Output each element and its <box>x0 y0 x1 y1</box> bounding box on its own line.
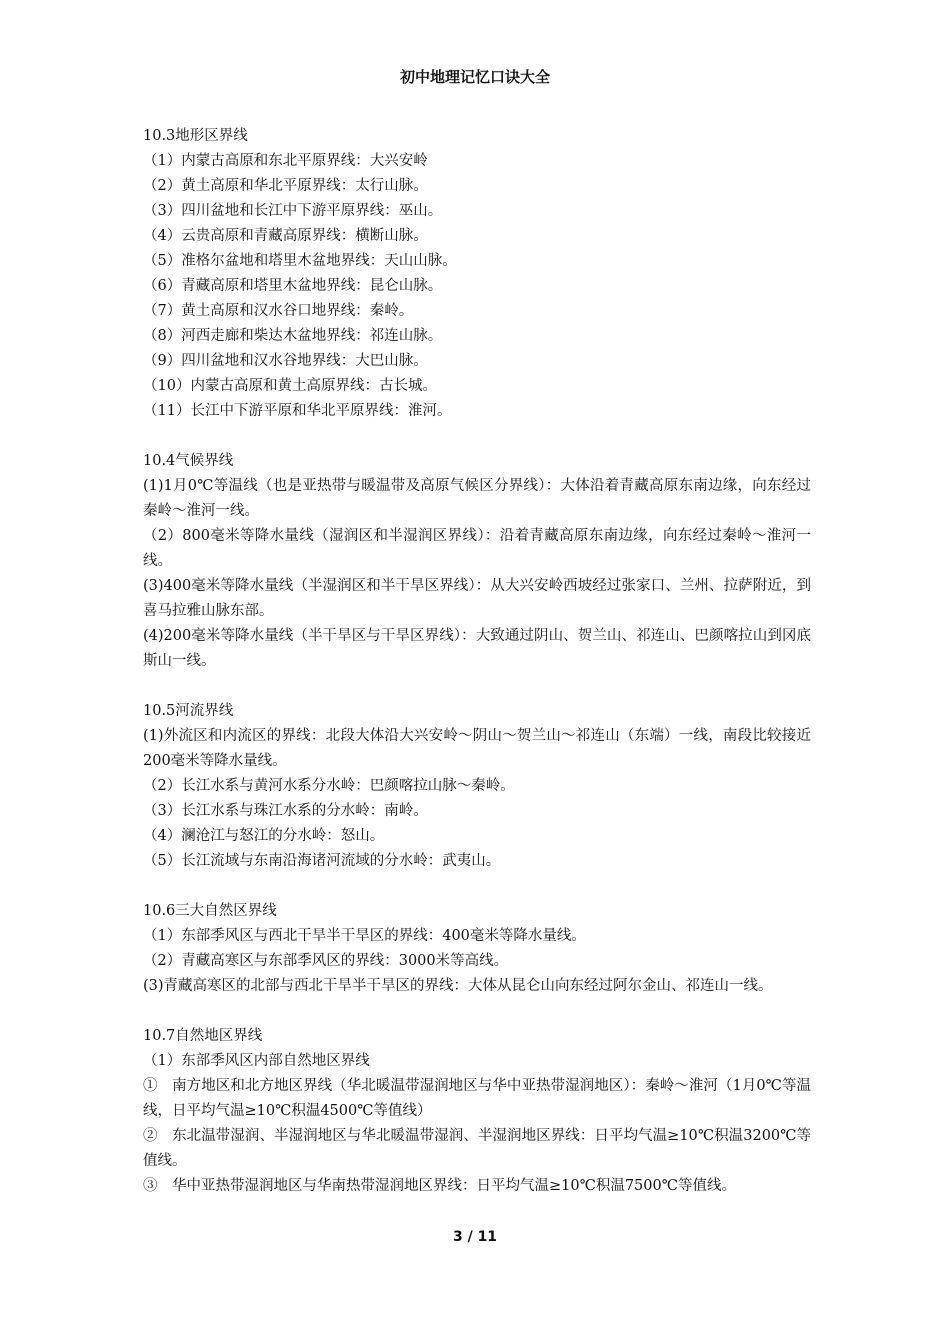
list-item: （1）东部季风区内部自然地区界线 <box>143 1053 370 1069</box>
list-item: (1)外流区和内流区的界线：北段大体沿大兴安岭～阴山～贺兰山～祁连山（东端）一线，南段比较接近200毫米等降水量线。 <box>143 728 811 769</box>
document-body <box>143 124 811 1224</box>
list-item: （4）澜沧江与怒江的分水岭：怒山。 <box>143 828 385 844</box>
list-item: (3)400毫米等降水量线（半湿润区和半干旱区界线）：从大兴安岭西坡经过张家口、兰州、拉萨附近，到喜马拉雅山脉东部。 <box>143 578 811 619</box>
list-item: （3）长江水系与珠江水系的分水岭：南岭。 <box>143 803 428 819</box>
list-item: ② 东北温带湿润、半湿润地区与华北暖温带湿润、半湿润地区界线：日平均气温≥10℃积温3200℃等值线。 <box>143 1128 811 1169</box>
list-item: （2）青藏高寒区与东部季风区的界线：3000米等高线。 <box>143 953 509 969</box>
list-item: （8）河西走廊和柴达木盆地界线：祁连山脉。 <box>143 328 443 344</box>
section-heading: 10.5河流界线 <box>143 703 234 719</box>
current-page: 3 <box>452 1229 463 1245</box>
page-separator: / <box>467 1229 473 1245</box>
list-item: ① 南方地区和北方地区界线（华北暖温带湿润地区与华中亚热带湿润地区）：秦岭～淮河（1月0℃等温线，日平均气温≥10℃积温4500℃等值线） <box>143 1078 811 1119</box>
section-heading: 10.7自然地区界线 <box>143 1028 263 1044</box>
section-river-boundaries <box>143 699 811 874</box>
section-natural-area-boundaries <box>143 1024 811 1199</box>
list-item: （6）青藏高原和塔里木盆地界线：昆仑山脉。 <box>143 278 443 294</box>
section-terrain-boundaries <box>143 124 811 424</box>
section-heading: 10.6三大自然区界线 <box>143 903 277 919</box>
list-item: （11）长江中下游平原和华北平原界线：淮河。 <box>143 403 452 419</box>
page-number <box>0 1229 950 1245</box>
list-item: （2）800毫米等降水量线（湿润区和半湿润区界线）：沿着青藏高原东南边缘，向东经过秦岭～淮河一线。 <box>143 528 811 569</box>
list-item: （2）黄土高原和华北平原界线：太行山脉。 <box>143 178 428 194</box>
list-item: （2）长江水系与黄河水系分水岭：巴颜喀拉山脉～秦岭。 <box>143 778 515 794</box>
list-item: (3)青藏高寒区的北部与西北干旱半干旱区的界线：大体从昆仑山向东经过阿尔金山、祁连山一线。 <box>143 978 773 994</box>
list-item: （9）四川盆地和汉水谷地界线：大巴山脉。 <box>143 353 428 369</box>
list-item: （7）黄土高原和汉水谷口地界线：秦岭。 <box>143 303 414 319</box>
list-item: (4)200毫米等降水量线（半干旱区与干旱区界线）：大致通过阴山、贺兰山、祁连山、巴颜喀拉山到冈底斯山一线。 <box>143 628 811 669</box>
list-item: （1）内蒙古高原和东北平原界线：大兴安岭 <box>143 153 428 169</box>
list-item: （3）四川盆地和长江中下游平原界线：巫山。 <box>143 203 443 219</box>
list-item: （4）云贵高原和青藏高原界线：横断山脉。 <box>143 228 428 244</box>
list-item: （5）长江流域与东南沿海诸河流域的分水岭：武夷山。 <box>143 853 501 869</box>
section-heading: 10.4气候界线 <box>143 453 234 469</box>
section-heading: 10.3地形区界线 <box>143 128 248 144</box>
list-item: （5）准格尔盆地和塔里木盆地界线：天山山脉。 <box>143 253 457 269</box>
section-climate-boundaries <box>143 449 811 674</box>
list-item: （10）内蒙古高原和黄土高原界线：古长城。 <box>143 378 437 394</box>
section-natural-region-boundaries <box>143 899 811 999</box>
list-item: （1）东部季风区与西北干旱半干旱区的界线：400毫米等降水量线。 <box>143 928 586 944</box>
list-item: ③ 华中亚热带湿润地区与华南热带湿润地区界线：日平均气温≥10℃积温7500℃等值线。 <box>143 1178 736 1194</box>
page-title: 初中地理记忆口诀大全 <box>399 68 550 86</box>
total-pages: 11 <box>477 1229 498 1245</box>
list-item: (1)1月0℃等温线（也是亚热带与暖温带及高原气候区分界线）：大体沿着青藏高原东南边缘，向东经过秦岭～淮河一线。 <box>143 478 811 519</box>
